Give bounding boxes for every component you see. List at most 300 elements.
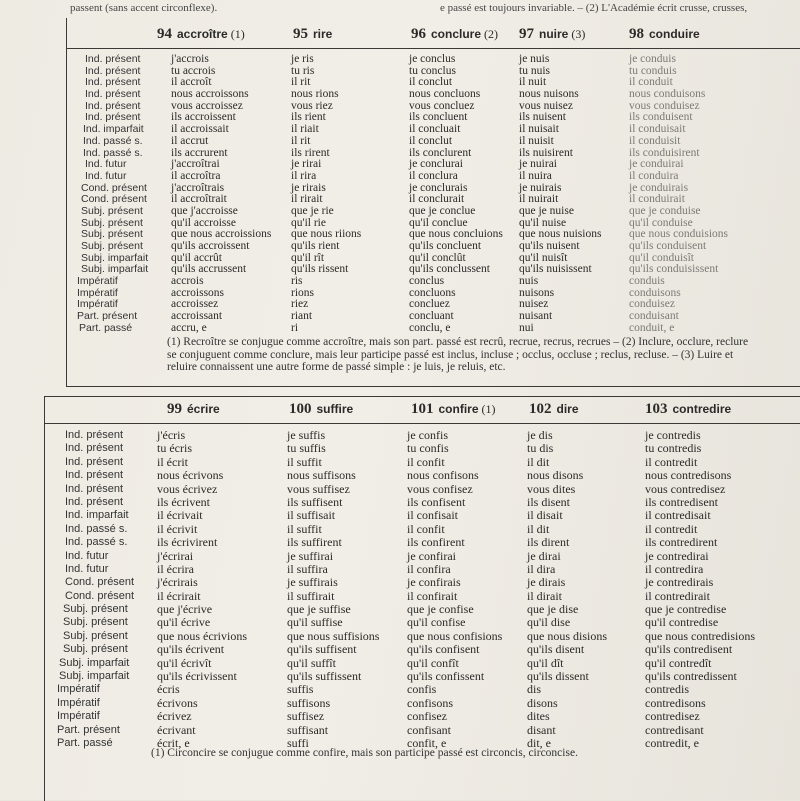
footnote bbox=[151, 747, 578, 760]
conjugated-form: confisant bbox=[407, 722, 451, 737]
conjugated-form: que je contredise bbox=[645, 602, 727, 617]
conjugated-form: concluons bbox=[409, 286, 456, 299]
conjugated-form: vous suffisez bbox=[287, 481, 350, 496]
conjugated-form: conduis bbox=[629, 275, 665, 288]
conjugated-form: qu'il accrût bbox=[171, 251, 222, 264]
conjugated-form: j'écrirai bbox=[157, 548, 194, 563]
conjugated-form: qu'il écrive bbox=[157, 615, 211, 630]
conjugated-form: ri bbox=[291, 321, 299, 334]
conjugated-form: il dit bbox=[527, 521, 550, 536]
conjugated-form: qu'ils conclussent bbox=[409, 263, 490, 276]
tense-label: Subj. présent bbox=[81, 240, 143, 252]
conjugated-form: il rit bbox=[291, 134, 311, 147]
conjugated-form: il nuirait bbox=[519, 193, 559, 206]
conjugated-form: conclus bbox=[409, 275, 445, 288]
conjugated-form: que je rie bbox=[291, 204, 334, 217]
conjugated-form: il confira bbox=[407, 561, 451, 576]
conjugated-form: il contredirait bbox=[645, 588, 710, 603]
verb-infinitive: confire bbox=[438, 402, 479, 416]
conjugated-form: que je dise bbox=[527, 602, 579, 617]
conjugated-form: vous riez bbox=[291, 99, 333, 112]
conjugated-form: nous concluons bbox=[409, 88, 481, 101]
conjugated-form: écrivons bbox=[157, 695, 198, 710]
verb-infinitive: écrire bbox=[187, 402, 220, 416]
conjugated-form: concluant bbox=[409, 310, 454, 323]
tense-label: Ind. futur bbox=[65, 549, 109, 562]
conjugated-form: il conduira bbox=[629, 169, 679, 182]
tense-label: Ind. présent bbox=[85, 53, 141, 65]
verb-number: 95 bbox=[293, 26, 308, 42]
conjugated-form: je confis bbox=[407, 428, 448, 442]
conjugated-form: qu'il conduise bbox=[629, 216, 693, 229]
footnote bbox=[167, 336, 748, 374]
conjugated-form: ils conclurent bbox=[409, 146, 472, 159]
conjugated-form: il concluait bbox=[409, 123, 461, 136]
tense-label: Subj. présent bbox=[81, 228, 143, 241]
conjugated-form: il rirait bbox=[291, 193, 323, 206]
conjugated-form: qu'il suffît bbox=[287, 655, 336, 670]
tense-label: Subj. présent bbox=[63, 603, 128, 616]
conjugation-table-94-98 bbox=[66, 18, 800, 387]
conjugated-form: ris bbox=[291, 275, 303, 288]
conjugated-form: il conduirait bbox=[629, 193, 685, 206]
conjugated-form: je conclurai bbox=[409, 158, 463, 171]
conjugated-form: il suffira bbox=[287, 561, 328, 576]
conjugated-form: que j'écrive bbox=[157, 602, 213, 617]
conjugated-form: ils concluent bbox=[409, 111, 468, 124]
tense-label: Ind. passé s. bbox=[83, 146, 143, 159]
conjugated-form: suffisez bbox=[287, 709, 325, 724]
conjugated-form: il accroîtrait bbox=[171, 193, 227, 206]
tense-label: Part. présent bbox=[77, 310, 138, 323]
conjugated-form: il nuisait bbox=[519, 123, 559, 136]
conjugated-form: vous conduisez bbox=[629, 99, 700, 112]
tense-label: Impératif bbox=[57, 696, 100, 709]
tense-label: Subj. imparfait bbox=[81, 263, 149, 276]
tense-label: Subj. imparfait bbox=[81, 251, 149, 264]
verb-heading-103 bbox=[645, 401, 731, 418]
top-note-right: e passé est toujours invariable. – (2) L'Académie écrit crusse, crusses, bbox=[440, 2, 748, 14]
conjugated-form: ils nuisent bbox=[519, 111, 566, 124]
verb-heading-98 bbox=[629, 26, 700, 43]
conjugated-form: tu conduis bbox=[629, 64, 677, 77]
verb-number: 102 bbox=[529, 401, 552, 417]
conjugated-form: contredisons bbox=[645, 695, 706, 710]
conjugated-form: je nuirais bbox=[519, 181, 562, 194]
forms-column-97 bbox=[519, 54, 601, 335]
forms-column-102 bbox=[527, 429, 607, 750]
conjugated-form: il contredisait bbox=[645, 508, 711, 523]
tense-label: Ind. présent bbox=[65, 469, 124, 482]
verb-heading-102 bbox=[529, 401, 579, 418]
tense-label: Impératif bbox=[57, 710, 100, 723]
conjugated-form: j'écris bbox=[157, 428, 186, 442]
conjugated-form: il suffit bbox=[287, 454, 322, 469]
forms-column-98 bbox=[629, 54, 728, 335]
tense-label: Ind. présent bbox=[85, 64, 141, 77]
conjugated-form: ils dirent bbox=[527, 535, 570, 550]
conjugated-form: qu'ils suffisent bbox=[287, 642, 357, 657]
verb-heading-97 bbox=[519, 26, 585, 43]
conjugated-form: nui bbox=[519, 321, 534, 334]
conjugated-form: il dirait bbox=[527, 588, 562, 603]
conjugated-form: il rira bbox=[291, 169, 317, 182]
conjugated-form: tu accrois bbox=[171, 64, 216, 77]
conjugated-form: contredisant bbox=[645, 722, 704, 737]
conjugated-form: conduit, e bbox=[629, 321, 675, 334]
conjugated-form: je conclurais bbox=[409, 181, 468, 194]
conjugated-form: je conduis bbox=[629, 53, 676, 65]
conjugated-form: je conclus bbox=[409, 53, 456, 65]
conjugated-form: accroissez bbox=[171, 298, 219, 311]
conjugated-form: nous suffisons bbox=[287, 468, 356, 483]
conjugated-form: qu'ils confissent bbox=[407, 669, 485, 684]
conjugated-form: accru, e bbox=[171, 321, 207, 334]
verb-number: 96 bbox=[411, 26, 426, 42]
tense-label: Ind. présent bbox=[65, 442, 124, 455]
conjugated-form: écrit, e bbox=[157, 735, 190, 750]
top-note-left: passent (sans accent circonflexe). bbox=[70, 2, 218, 14]
footnote-line: (1) Circoncire se conjugue comme confire, mais son participe passé est circoncis, circoncise. bbox=[151, 747, 578, 759]
conjugated-form: tu écris bbox=[157, 441, 192, 456]
tense-label: Ind. présent bbox=[65, 495, 124, 508]
conjugated-form: il conduisait bbox=[629, 123, 686, 136]
conjugated-form: qu'ils écrivent bbox=[157, 642, 225, 657]
verb-number: 98 bbox=[629, 26, 644, 42]
conjugated-form: je contredis bbox=[645, 428, 701, 442]
conjugated-form: confis bbox=[407, 682, 437, 697]
conjugated-form: qu'il contredît bbox=[645, 655, 712, 670]
conjugated-form: suffisant bbox=[287, 722, 329, 737]
conjugated-form: qu'ils accrussent bbox=[171, 263, 247, 276]
conjugated-form: suffi bbox=[287, 735, 309, 750]
conjugated-form: qu'ils accroissent bbox=[171, 240, 250, 252]
conjugated-form: suffis bbox=[287, 682, 314, 697]
tense-label: Impératif bbox=[77, 286, 118, 299]
conjugated-form: je confirais bbox=[407, 575, 461, 590]
conjugated-form: confisons bbox=[407, 695, 453, 710]
forms-column-101 bbox=[407, 429, 502, 750]
conjugated-form: que je conduise bbox=[629, 204, 701, 217]
tense-label: Part. passé bbox=[57, 736, 113, 749]
conjugated-form: qu'ils rissent bbox=[291, 263, 349, 276]
verb-number: 100 bbox=[289, 401, 312, 417]
conjugated-form: confit, e bbox=[407, 735, 447, 750]
tense-label: Ind. passé s. bbox=[65, 522, 128, 535]
conjugated-form: tu ris bbox=[291, 64, 315, 77]
forms-column-95 bbox=[291, 54, 361, 335]
tense-label: Subj. présent bbox=[63, 616, 128, 629]
conjugated-form: ils écrivent bbox=[157, 494, 210, 509]
tense-label: Ind. futur bbox=[65, 562, 109, 575]
conjugated-form: conduisez bbox=[629, 298, 675, 311]
tense-label: Subj. présent bbox=[63, 643, 128, 656]
tense-label: Ind. présent bbox=[85, 88, 141, 101]
conjugated-form: je dirais bbox=[527, 575, 566, 590]
conjugated-form: que je confise bbox=[407, 602, 474, 617]
conjugated-form: il nuit bbox=[519, 76, 547, 89]
conjugated-form: qu'il rît bbox=[291, 251, 325, 264]
conjugated-form: qu'il confise bbox=[407, 615, 466, 630]
conjugated-form: accroissant bbox=[171, 310, 223, 323]
verb-infinitive: conclure bbox=[431, 27, 482, 41]
tense-label: Ind. présent bbox=[85, 111, 141, 124]
conjugated-form: je conduirais bbox=[629, 181, 689, 194]
conjugated-form: qu'ils suffissent bbox=[287, 669, 362, 684]
tense-label-column bbox=[53, 429, 134, 750]
conjugated-form: contredit, e bbox=[645, 735, 699, 750]
verb-heading-101 bbox=[411, 401, 496, 418]
conjugated-form: je rirai bbox=[291, 158, 322, 171]
conjugated-form: que nous écrivions bbox=[157, 628, 247, 643]
conjugated-form: accroissons bbox=[171, 286, 225, 299]
tense-label: Cond. présent bbox=[81, 193, 147, 206]
conjugated-form: il suffit bbox=[287, 521, 322, 536]
tense-label: Ind. présent bbox=[85, 99, 141, 112]
tense-label: Subj. présent bbox=[81, 216, 143, 229]
footnote-line: se conjuguent comme conclure, mais leur participe passé est inclus, incluse ; occlus, occluse ; reclus, recluse. – (3) Luire et bbox=[167, 348, 734, 361]
conjugated-form: nous confisons bbox=[407, 468, 479, 483]
conjugated-form: nous nuisons bbox=[519, 88, 579, 101]
conjugated-form: qu'ils conduisissent bbox=[629, 263, 719, 276]
conjugated-form: il rit bbox=[291, 76, 311, 89]
conjugated-form: qu'il suffise bbox=[287, 615, 343, 630]
conjugated-form: je conduirai bbox=[629, 158, 684, 171]
conjugated-form: j'accrois bbox=[171, 53, 209, 65]
tense-label: Ind. imparfait bbox=[83, 123, 144, 136]
conjugated-form: nous contredisons bbox=[645, 468, 732, 483]
footnote-ref: (1) bbox=[230, 27, 245, 41]
conjugated-form: je suffirais bbox=[287, 575, 338, 590]
conjugated-form: ils confirent bbox=[407, 535, 465, 550]
tense-label: Ind. futur bbox=[85, 169, 127, 182]
conjugated-form: qu'il écrivît bbox=[157, 655, 212, 670]
footnote-line: reluire connaissent une autre forme de passé simple : je luis, je reluis, etc. bbox=[167, 361, 506, 373]
tense-label: Cond. présent bbox=[65, 576, 135, 589]
conjugated-form: qu'ils nuisent bbox=[519, 240, 580, 252]
tense-label: Cond. présent bbox=[65, 589, 135, 602]
verb-number: 97 bbox=[519, 26, 534, 42]
verb-infinitive: contredire bbox=[672, 402, 732, 416]
conjugated-form: il écrivait bbox=[157, 508, 203, 523]
conjugated-form: je dirai bbox=[527, 548, 561, 563]
conjugated-form: ils contredisent bbox=[645, 494, 718, 509]
conjugated-form: vous concluez bbox=[409, 99, 475, 112]
conjugated-form: qu'ils disent bbox=[527, 642, 585, 657]
conjugated-form: qu'il conclue bbox=[409, 216, 468, 229]
conjugated-form: vous dites bbox=[527, 481, 576, 496]
conjugated-form: il nuisit bbox=[519, 134, 554, 147]
conjugated-form: il conclurait bbox=[409, 193, 465, 206]
conjugated-form: riant bbox=[291, 310, 313, 323]
conjugated-form: que j'accroisse bbox=[171, 204, 238, 217]
conjugated-form: que nous suffisions bbox=[287, 628, 380, 643]
tense-label: Ind. futur bbox=[85, 158, 127, 171]
verb-infinitive: dire bbox=[556, 402, 579, 416]
tense-label: Ind. présent bbox=[65, 429, 124, 441]
tense-label-column bbox=[77, 54, 148, 335]
conjugated-form: il écrirait bbox=[157, 588, 201, 603]
conjugated-form: ils rient bbox=[291, 111, 326, 124]
conjugated-form: il accrut bbox=[171, 134, 209, 147]
conjugated-form: j'accroîtrai bbox=[171, 158, 220, 171]
conjugated-form: ils nuisirent bbox=[519, 146, 573, 159]
conjugated-form: qu'il nuise bbox=[519, 216, 567, 229]
conjugated-form: ils confisent bbox=[407, 494, 466, 509]
forms-column-99 bbox=[157, 429, 247, 750]
verb-infinitive: accroître bbox=[177, 27, 228, 41]
conjugated-form: nuisant bbox=[519, 310, 553, 323]
conjugated-form: il conclut bbox=[409, 134, 453, 147]
conjugated-form: il écrira bbox=[157, 561, 194, 576]
conjugated-form: qu'ils dissent bbox=[527, 669, 589, 684]
conjugated-form: il confirait bbox=[407, 588, 458, 603]
conjugated-form: disons bbox=[527, 695, 558, 710]
conjugated-form: que je conclue bbox=[409, 204, 476, 217]
top-footnote-fragment bbox=[60, 0, 800, 18]
conjugated-form: je contredirai bbox=[645, 548, 709, 563]
conjugated-form: qu'il conclût bbox=[409, 251, 466, 264]
conjugated-form: nous disons bbox=[527, 468, 584, 483]
conjugated-form: tu conclus bbox=[409, 64, 456, 77]
footnote-line: (1) Recroître se conjugue comme accroître, mais son part. passé est recrû, recrue, recrus, recrues – (2) Inclure, occlure, reclure bbox=[167, 336, 749, 348]
conjugated-form: tu contredis bbox=[645, 441, 702, 456]
conjugated-form: ils rirent bbox=[291, 146, 330, 159]
conjugated-form: conduisons bbox=[629, 286, 681, 299]
verb-infinitive: rire bbox=[313, 27, 333, 41]
conjugated-form: qu'il conduisît bbox=[629, 251, 695, 264]
verb-heading-100 bbox=[289, 401, 353, 418]
conjugated-form: il conduit bbox=[629, 76, 673, 89]
conjugated-form: tu suffis bbox=[287, 441, 326, 456]
conjugated-form: que nous disions bbox=[527, 628, 608, 643]
conjugated-form: il riait bbox=[291, 123, 319, 136]
conjugated-form: nous écrivons bbox=[157, 468, 224, 483]
conjugated-form: ils conduisent bbox=[629, 111, 693, 124]
forms-column-96 bbox=[409, 54, 503, 335]
conjugated-form: qu'ils contredissent bbox=[645, 669, 737, 684]
conjugated-form: qu'il nuisît bbox=[519, 251, 568, 264]
tense-label: Impératif bbox=[77, 275, 118, 288]
conjugated-form: confisez bbox=[407, 709, 447, 724]
verb-infinitive: suffire bbox=[316, 402, 354, 416]
conjugated-form: il confit bbox=[407, 521, 445, 536]
conjugated-form: ils contredirent bbox=[645, 535, 718, 550]
conjugated-form: que nous contredisions bbox=[645, 628, 755, 643]
conjugated-form: il suffirait bbox=[287, 588, 335, 603]
verb-infinitive: nuire bbox=[539, 27, 569, 41]
conjugated-form: ils écrivirent bbox=[157, 535, 218, 550]
conjugated-form: riez bbox=[291, 298, 309, 311]
conjugated-form: je suffirai bbox=[287, 548, 334, 563]
conjugated-form: rions bbox=[291, 286, 314, 299]
conjugated-form: il contredit bbox=[645, 521, 698, 536]
conjugated-form: vous confisez bbox=[407, 481, 473, 496]
conjugated-form: je ris bbox=[291, 53, 314, 65]
tense-label: Ind. imparfait bbox=[65, 509, 129, 522]
conjugated-form: écris bbox=[157, 682, 180, 697]
tense-label: Ind. présent bbox=[85, 76, 141, 89]
conjugated-form: qu'ils écrivissent bbox=[157, 669, 237, 684]
conjugated-form: contredisez bbox=[645, 709, 700, 724]
tense-label: Part. passé bbox=[79, 321, 133, 334]
tense-label: Impératif bbox=[57, 683, 100, 696]
conjugated-form: il contredit bbox=[645, 454, 698, 469]
conjugated-form: il contredira bbox=[645, 561, 704, 576]
verb-infinitive: conduire bbox=[649, 27, 700, 41]
conjugated-form: il écrit bbox=[157, 454, 188, 469]
conjugated-form: tu nuis bbox=[519, 64, 550, 77]
conjugated-form: qu'ils confisent bbox=[407, 642, 480, 657]
conjugated-form: vous contredisez bbox=[645, 481, 726, 496]
conjugated-form: qu'ils conduisent bbox=[629, 240, 707, 252]
tense-label: Ind. présent bbox=[65, 482, 124, 495]
conjugated-form: suffisons bbox=[287, 695, 331, 710]
conjugated-form: il disait bbox=[527, 508, 563, 523]
conjugated-form: que je suffise bbox=[287, 602, 351, 617]
conjugated-form: vous écrivez bbox=[157, 481, 218, 496]
tense-label: Ind. passé s. bbox=[65, 536, 128, 549]
conjugated-form: je contredirais bbox=[645, 575, 714, 590]
tense-label: Cond. présent bbox=[81, 181, 147, 194]
verb-number: 99 bbox=[167, 401, 182, 417]
conjugated-form: qu'il dît bbox=[527, 655, 564, 670]
conjugated-form: ils accroissent bbox=[171, 111, 236, 124]
conjugated-form: qu'il confît bbox=[407, 655, 459, 670]
tense-label: Part. présent bbox=[57, 723, 120, 736]
conjugated-form: que nous concluions bbox=[409, 228, 503, 241]
tense-label: Subj. imparfait bbox=[59, 656, 130, 669]
verb-number: 103 bbox=[645, 401, 668, 417]
conjugated-form: ils conduisirent bbox=[629, 146, 700, 159]
conjugated-form: il conduisit bbox=[629, 134, 681, 147]
forms-column-103 bbox=[645, 429, 755, 750]
conjugated-form: dis bbox=[527, 682, 542, 697]
verb-heading-95 bbox=[293, 26, 332, 43]
conjugated-form: je confirai bbox=[407, 548, 456, 563]
conjugated-form: nuis bbox=[519, 275, 539, 288]
conjugated-form: tu confis bbox=[407, 441, 449, 456]
conjugated-form: qu'ils concluent bbox=[409, 240, 482, 252]
conjugated-form: vous nuisez bbox=[519, 99, 573, 112]
conjugated-form: écrivez bbox=[157, 709, 192, 724]
conjugated-form: conclu, e bbox=[409, 321, 451, 334]
conjugated-form: écrivant bbox=[157, 722, 196, 737]
conjugated-form: vous accroissez bbox=[171, 99, 243, 112]
verb-heading-99 bbox=[167, 401, 220, 418]
footnote-ref: (2) bbox=[484, 27, 499, 41]
conjugated-form: ils suffirent bbox=[287, 535, 342, 550]
conjugated-form: concluez bbox=[409, 298, 450, 311]
conjugated-form: nous conduisons bbox=[629, 88, 706, 101]
conjugated-form: que nous riions bbox=[291, 228, 362, 241]
conjugated-form: nous accroissons bbox=[171, 88, 249, 101]
conjugated-form: que nous conduisions bbox=[629, 228, 729, 241]
tense-label: Impératif bbox=[77, 298, 118, 311]
conjugated-form: je nuirai bbox=[519, 158, 557, 171]
conjugated-form: que nous nuisions bbox=[519, 228, 602, 241]
conjugated-form: il confit bbox=[407, 454, 445, 469]
forms-column-94 bbox=[171, 54, 271, 335]
conjugated-form: qu'il rie bbox=[291, 216, 326, 229]
conjugated-form: disant bbox=[527, 722, 556, 737]
conjugated-form: qu'il contredise bbox=[645, 615, 719, 630]
conjugated-form: tu dis bbox=[527, 441, 554, 456]
conjugated-form: ils accrurent bbox=[171, 146, 228, 159]
verb-heading-94 bbox=[157, 26, 245, 43]
conjugated-form: il dit bbox=[527, 454, 550, 469]
conjugated-form: il dira bbox=[527, 561, 556, 576]
